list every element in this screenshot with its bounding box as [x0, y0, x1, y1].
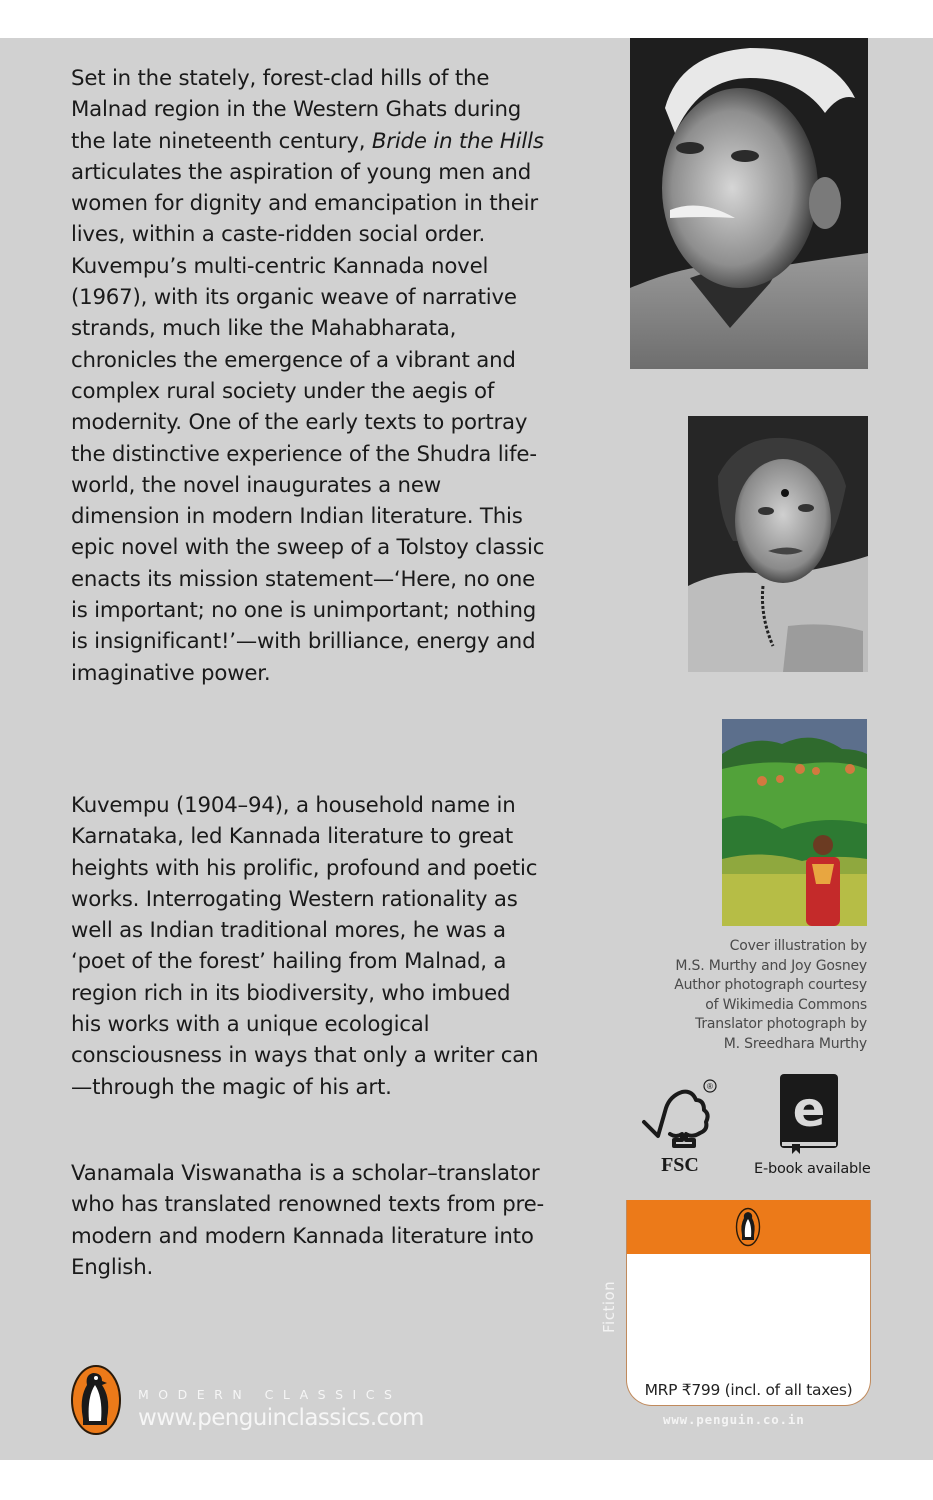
blurb-paragraph-translator: Vanamala Viswanatha is a scholar–translator who has translated renowned texts from pre-modern and modern Kannada literature into English. — [71, 1161, 545, 1280]
synopsis-body: articulates the aspiration of young men and women for dignity and emancipation in their lives, within a caste-ridden social order. Kuvempu’s multi-centric Kannada novel (1967), with its organic weave of narrative strands, much like the Mahabharata, chronicles the emergence of a vibrant and complex rural society under the aegis of modernity. One of the early texts to portray the distinctive experience of the Shudra life-world, the novel inaugurates a new dimension in modern Indian literature. This epic novel with the sweep of a Tolstoy classic enacts its mission statement—‘Here, no one is important; no one is unimportant; nothing is insignificant!’—with brilliance, energy and imaginative power. — [71, 159, 545, 686]
blurb-paragraph-synopsis — [71, 63, 546, 689]
mrp-label: MRP ₹799 (incl. of all taxes) — [644, 1381, 853, 1399]
fsc-label: FSC — [661, 1154, 699, 1173]
price-band — [627, 1200, 870, 1254]
credit-line: Cover illustration by — [729, 938, 867, 954]
author-photo — [630, 38, 868, 369]
blurb-paragraph-author: Kuvempu (1904–94), a household name in Karnataka, led Kannada literature to great heights with his prolific, profound and poetic works. Interrogating Western rationality as well as Indian traditional mores, he was a ‘poet of the forest’ hailing from Malnad, a region rich in its biodiversity, who imbued his works with a unique ecological consciousness in ways that only a writer can—through the magic of his art. — [71, 793, 539, 1100]
photo-credits — [674, 937, 867, 1055]
series-url[interactable]: www.penguinclassics.com — [138, 1405, 424, 1431]
credit-line: Translator photograph by — [695, 1016, 867, 1033]
penguin-logo-icon — [735, 1207, 761, 1247]
cover-illustration — [722, 719, 867, 926]
credit-line: M. Sreedhara Murthy — [723, 1035, 867, 1052]
credit-line: of Wikimedia Commons — [705, 996, 867, 1013]
book-title-italic: Bride in the Hills — [371, 128, 544, 154]
back-cover — [0, 38, 933, 1460]
svg-text:e: e — [792, 1082, 826, 1138]
penguin-logo-icon — [69, 1363, 124, 1438]
series-name: MODERN CLASSICS — [138, 1387, 402, 1402]
fsc-tree-check-icon — [640, 1078, 722, 1173]
svg-text:®: ® — [707, 1082, 713, 1091]
penguin-url[interactable]: www.penguin.co.in — [663, 1412, 805, 1427]
penguin-classics-logo — [69, 1363, 124, 1442]
ebook-icon — [778, 1074, 840, 1154]
translator-photo — [688, 416, 868, 672]
ebook-label: E-book available — [754, 1161, 871, 1177]
category-label: Fiction — [600, 1280, 618, 1333]
credit-line: M.S. Murthy and Joy Gosney — [675, 957, 867, 974]
fsc-logo — [640, 1078, 722, 1173]
credit-line: Author photograph courtesy — [674, 977, 867, 994]
price-box — [626, 1200, 871, 1406]
synopsis-lead: Set in the stately, forest-clad hills of the Malnad region in the Western Ghats during the late nineteenth century, — [71, 66, 522, 154]
